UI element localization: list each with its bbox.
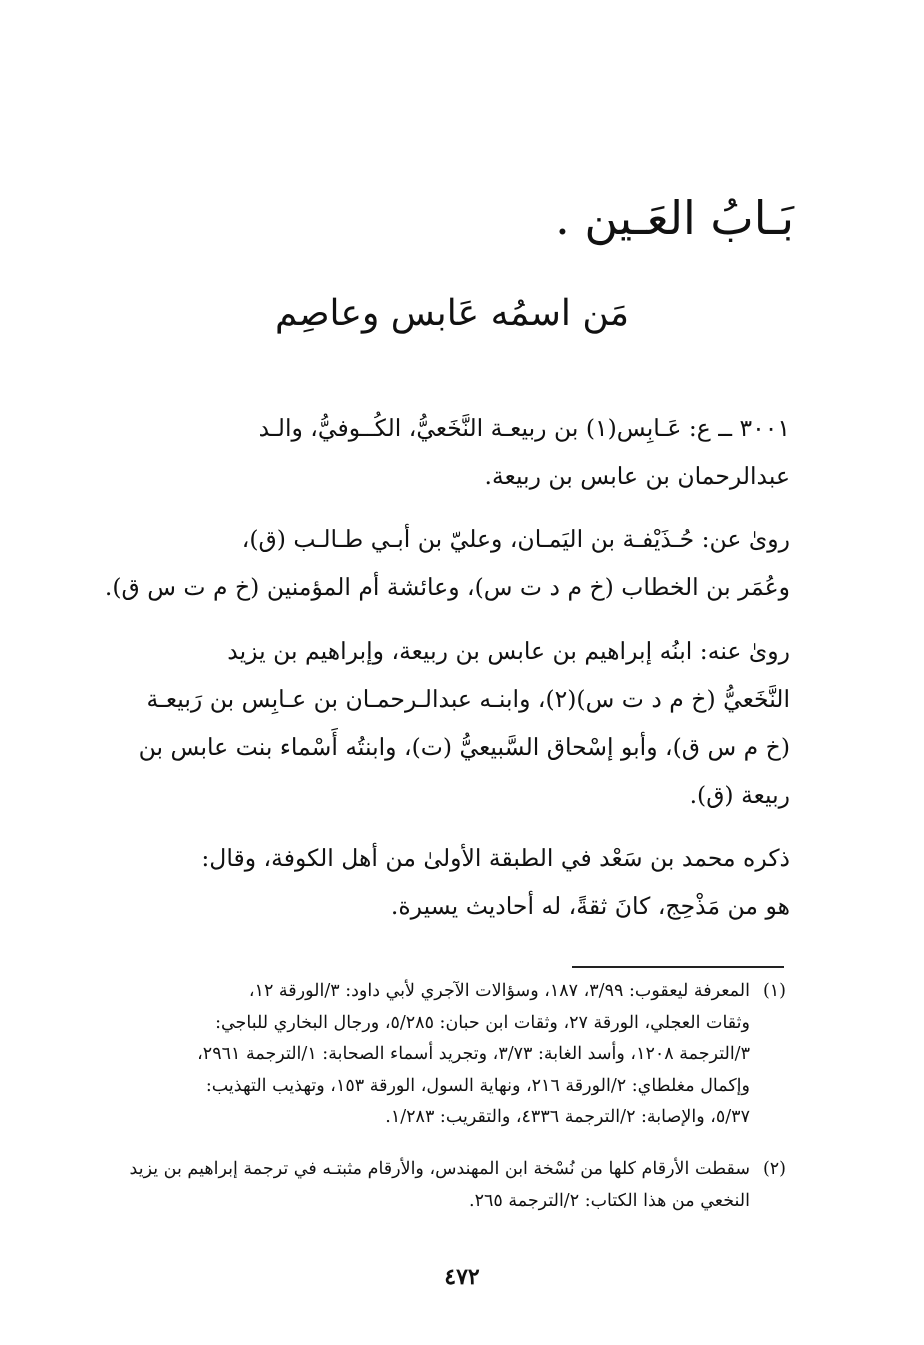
text-line: ٣٠٠١ ــ ع: عَـابِس(١) بن ربيعـة النَّخَعيُّ، الكُــوفيُّ، والـد <box>258 414 790 442</box>
footnote-line: النخعي من هذا الكتاب: ٢/الترجمة ٢٦٥. <box>469 1190 750 1211</box>
entry-paragraph-narrated-by <box>90 627 790 819</box>
text-line: (خ م س ق)، وأبو إسْحاق السَّبيعيُّ (ت)، وابنتُه أَسْماء بنت عابس بن <box>138 733 790 761</box>
text-line: روىٰ عن: حُـذَيْفـة بن اليَمـان، وعليّ بن أبـي طـالـب (ق)، <box>241 525 790 553</box>
text-line: وعُمَر بن الخطاب (خ م د ت س)، وعائشة أم المؤمنين (خ م ت س ق). <box>104 573 790 601</box>
footnote-line <box>96 976 786 1008</box>
entry-paragraph-heading <box>90 404 790 500</box>
text-line: روىٰ عنه: ابنُه إبراهيم بن عابس بن ربيعة، وإبراهيم بن يزيد <box>227 637 790 665</box>
text-line: عبدالرحمان بن عابس بن ربيعة. <box>484 462 790 490</box>
footnote-number: (١) <box>762 981 786 1001</box>
footnote-line <box>96 1154 786 1186</box>
footnote-1 <box>96 976 786 1134</box>
page-number: ٤٧٢ <box>444 1264 480 1290</box>
text-line: ربيعة (ق). <box>689 781 790 809</box>
text-line: ذكره محمد بن سَعْد في الطبقة الأولىٰ من أهل الكوفة، وقال: <box>201 844 790 872</box>
footnote-number: (٢) <box>762 1159 786 1179</box>
chapter-title: بَـابُ العَـين . <box>555 191 794 245</box>
text-line: النَّخَعيُّ (خ م د ت س)(٢)، وابنـه عبدالـرحمـان بن عـابِس بن رَبيعـة <box>146 685 790 713</box>
footnote-separator <box>572 966 784 968</box>
entry-paragraph-narrated-from <box>90 515 790 611</box>
section-title-text: مَن اسمُه عَابس وعاصِم <box>274 293 630 334</box>
section-title <box>0 288 924 340</box>
footnote-line: ٥/٣٧، والإصابة: ٢/الترجمة ٤٣٣٦، والتقريب: ١/٢٨٣. <box>385 1107 750 1127</box>
footnote-line: وثقات العجلي، الورقة ٢٧، وثقات ابن حبان: ٥/٢٨٥، ورجال البخاري للباجي: <box>215 1012 750 1033</box>
footnote-line: وإكمال مغلطاي: ٢/الورقة ٢١٦، ونهاية السول، الورقة ١٥٣، وتهذيب التهذيب: <box>205 1075 750 1096</box>
footnote-line: ٣/الترجمة ١٢٠٨، وأسد الغابة: ٣/٧٣، وتجريد أسماء الصحابة: ١/الترجمة ٢٩٦١، <box>197 1044 750 1064</box>
entry-paragraph-mentioned-by <box>90 834 790 930</box>
footnote-2 <box>96 1154 786 1217</box>
footnote-text: سقطت الأرقام كلها من نُسْخة ابن المهندس، والأرقام مثبتـه في ترجمة إبراهيم بن يزيد <box>129 1159 750 1179</box>
footnote-text: المعرفة ليعقوب: ٣/٩٩، ١٨٧، وسؤالات الآجري لأبي داود: ٣/الورقة ١٢، <box>248 981 750 1001</box>
text-line: هو من مَذْحِج، كانَ ثقةً، له أحاديث يسيرة. <box>390 892 790 920</box>
